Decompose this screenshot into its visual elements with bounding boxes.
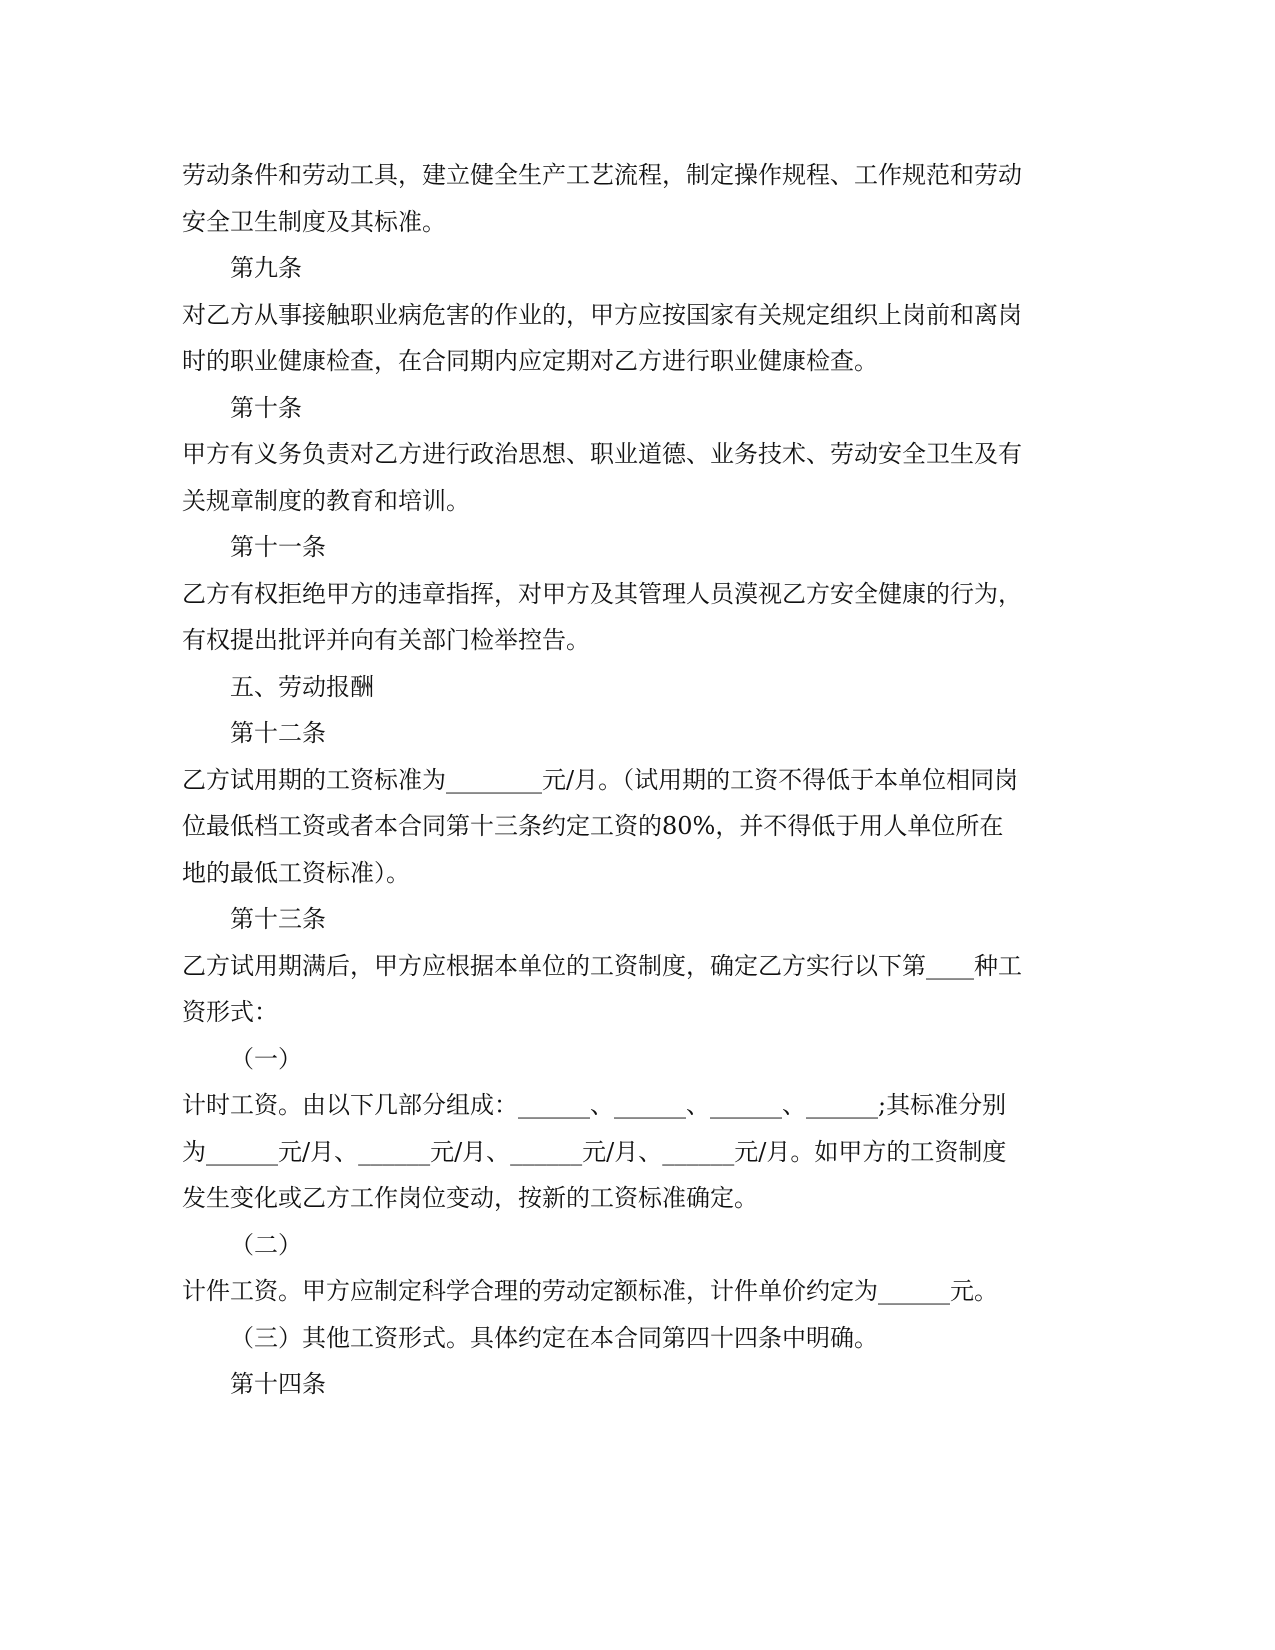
article-11-heading: 第十一条 [230, 533, 326, 561]
article-12-heading: 第十二条 [230, 719, 326, 747]
paragraph-article-10: 甲方有义务负责对乙方进行政治思想、职业道德、业务技术、劳动安全卫生及有关规章制度的教育和培训。 [182, 440, 1022, 515]
paragraph-piece-wage: 计件工资。甲方应制定科学合理的劳动定额标准，计件单价约定为______元。 [182, 1277, 998, 1305]
section-5-heading: 五、劳动报酬 [230, 672, 374, 701]
item-3-other-wage: （三）其他工资形式。具体约定在本合同第四十四条中明确。 [230, 1323, 878, 1352]
article-13-heading: 第十三条 [230, 905, 326, 933]
item-1-heading: （一） [230, 1044, 302, 1073]
paragraph-article-9: 对乙方从事接触职业病危害的作业的，甲方应按国家有关规定组织上岗前和离岗时的职业健康检查，在合同期内应定期对乙方进行职业健康检查。 [182, 300, 1022, 375]
item-2-heading: （二） [230, 1230, 302, 1259]
article-14-heading: 第十四条 [230, 1370, 326, 1398]
paragraph-article-12: 乙方试用期的工资标准为________元/月。（试用期的工资不得低于本单位相同岗位最低档工资或者本合同第十三条约定工资的80%，并不得低于用人单位所在地的最低工资标准）。 [182, 765, 1019, 887]
article-10-heading: 第十条 [230, 393, 302, 422]
paragraph-labor-conditions: 劳动条件和劳动工具，建立健全生产工艺流程，制定操作规程、工作规范和劳动安全卫生制度及其标准。 [182, 161, 1022, 236]
document-body [182, 152, 1022, 1408]
paragraph-article-13: 乙方试用期满后，甲方应根据本单位的工资制度，确定乙方实行以下第____种工资形式： [182, 951, 1022, 1026]
paragraph-article-11: 乙方有权拒绝甲方的违章指挥，对甲方及其管理人员漠视乙方安全健康的行为，有权提出批评并向有关部门检举控告。 [182, 579, 1022, 654]
paragraph-time-wage: 计时工资。由以下几部分组成：______、______、______、______;其标准分别为______元/月、______元/月、______元/月、______元/月。如甲方的工资制度发生变化或乙方工作岗位变动，按新的工资标准确定。 [182, 1091, 1007, 1212]
article-9-heading: 第九条 [230, 254, 302, 282]
